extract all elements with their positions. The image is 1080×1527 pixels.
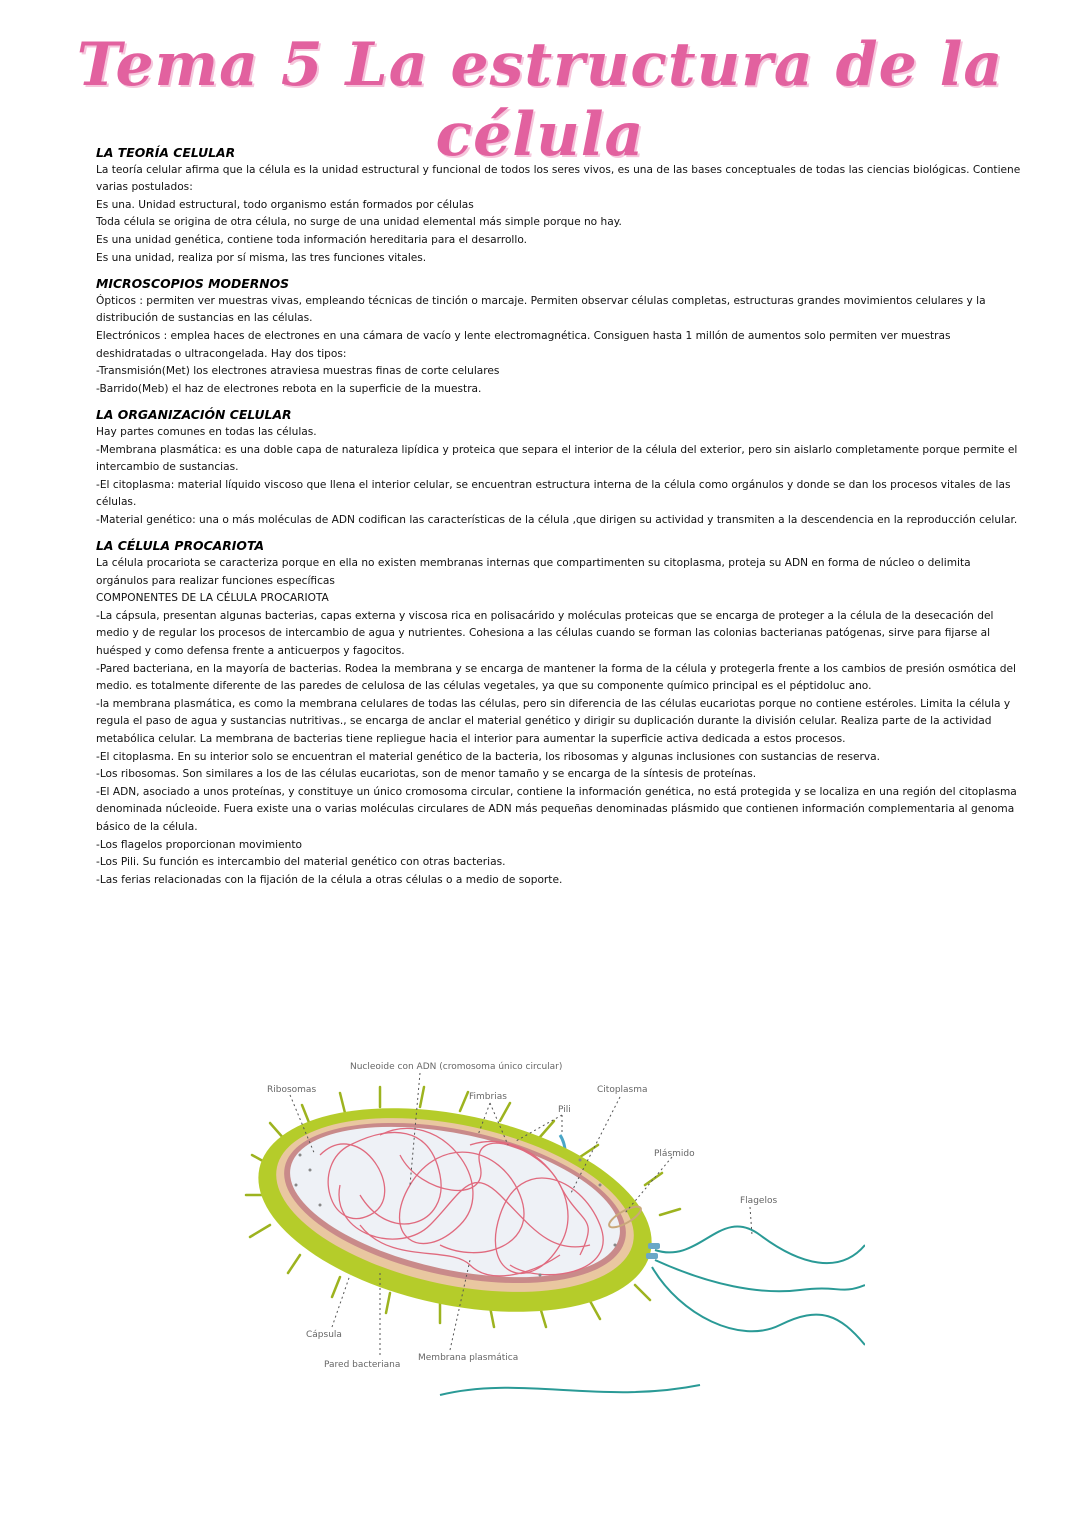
paragraph: La teoría celular afirma que la célula es la unidad estructural y funcional de todos los seres vivos, es una de las bases conceptuales de todas las ciencias biológicas. Contiene varias postulados: — [96, 163, 1021, 194]
paragraph: -Transmisión(Met) los electrones atraviesa muestras finas de corte celulares — [96, 365, 500, 378]
page-title: Tema 5 La estructura de la célula — [76, 30, 1004, 170]
paragraph: -Barrido(Meb) el haz de electrones rebota en la superficie de la muestra. — [96, 382, 482, 395]
paragraph: Es una unidad, realiza por sí misma, las tres funciones vitales. — [96, 251, 427, 264]
section-heading: MICROSCOPIOS MODERNOS — [96, 276, 290, 292]
label-ribosomas: Ribosomas — [267, 1085, 317, 1095]
label-capsula: Cápsula — [306, 1330, 342, 1340]
paragraph: -Material genético: una o más moléculas de ADN codifican las características de la célula ,que dirigen su actividad y transmiten a la descendencia en la reproducción celular. — [96, 513, 1018, 526]
paragraph-ribosomas: -Los ribosomas. Son similares a los de las células eucariotas, son de menor tamaño y se encarga de la síntesis de proteínas. — [96, 768, 757, 781]
section-heading: LA CÉLULA PROCARIOTA — [96, 538, 265, 554]
subheading: COMPONENTES DE LA CÉLULA PROCARIOTA — [96, 592, 329, 605]
paragraph-membrana: -la membrana plasmática, es como la membrana celulares de todas las células, pero sin diferencia de las células eucariotas porque no contiene estéroles. Limita la célula y regula el paso de agua y sustancias nutritivas., se encarga de anclar el material genético y dirigir su duplicación durante la división celular. Realiza parte de la actividad metabólica celular. La membrana de bacterias tiene repliegue hacia el interior para aumentar la superficie activa dedicada a estos procesos. — [96, 697, 1011, 745]
paragraph-pared: -Pared bacteriana, en la mayoría de bacterias. Rodea la membrana y se encarga de mantener la forma de la célula y protegerla frente a los cambios de presión osmótica del medio. es totalmente diferente de las paredes de celulosa de las células vegetales, ya que su componente químico principal es el péptidoluc ano. — [96, 662, 1016, 693]
list-item: -Los flagelos proporcionan movimiento — [96, 838, 302, 851]
label-pared: Pared bacteriana — [324, 1360, 401, 1370]
flagellum — [655, 1260, 865, 1291]
label-fimbrias: Fimbrias — [469, 1092, 507, 1102]
section-microscopios — [96, 275, 1026, 398]
paragraph: Es una unidad genética, contiene toda información hereditaria para el desarrollo. — [96, 233, 527, 246]
paragraph: Hay partes comunes en todas las células. — [96, 425, 317, 438]
flagellum — [652, 1267, 865, 1345]
paragraph: -El citoplasma: material líquido viscoso que llena el interior celular, se encuentran estructura interna de la célula como orgánulos y donde se dan los procesos vitales de las células. — [96, 478, 1011, 509]
list-item: -Las ferias relacionadas con la fijación de la célula a otras células o a medio de soporte. — [96, 873, 563, 886]
section-heading: LA TEORÍA CELULAR — [96, 145, 236, 160]
label-flagelos: Flagelos — [740, 1196, 778, 1206]
paragraph: Electrónicos : emplea haces de electrones en una cámara de vacío y lente electromagnética. Consiguen hasta 1 millón de aumentos solo permiten ver muestras deshidratadas o ultracongelada. Hay dos tipos: — [96, 329, 951, 360]
section-teoria-celular — [96, 144, 1026, 267]
paragraph-capsula: -La cápsula, presentan algunas bacterias, capas externa y viscosa rica en polisacárido y moléculas proteicas que se encarga de proteger a la célula de la desecación del medio y de regular los procesos de intercambio de agua y nutrientes. Cohesiona a las células cuando se forman las colonias bacterianas patógenas, sirve para fijarse al huésped y como defensa frente a anticuerpos y fagocitos. — [96, 609, 994, 658]
paragraph: -Membrana plasmática: es una doble capa de naturaleza lipídica y proteica que separa el interior de la célula del exterior, pero sin aislarlo completamente porque permite el intercambio de sustancias. — [96, 443, 1018, 474]
label-plasmido: Plásmido — [654, 1149, 695, 1159]
document-body — [96, 144, 1026, 889]
section-organizacion — [96, 406, 1026, 529]
label-nucleoide: Nucleoide con ADN (cromosoma único circular) — [350, 1062, 563, 1072]
section-procariota — [96, 537, 1026, 889]
paragraph: La célula procariota se caracteriza porque en ella no existen membranas internas que compartimenten su citoplasma, proteja su ADN en forma de núcleo o delimita orgánulos para realizar funciones específicas — [96, 557, 971, 587]
paragraph-citoplasma: -El citoplasma. En su interior solo se encuentran el material genético de la bacteria, los ribosomas y algunas inclusiones con sustancias de reserva. — [96, 750, 880, 763]
flagellum — [655, 1226, 865, 1263]
flagellum — [440, 1385, 700, 1395]
list-item: -Los Pili. Su función es intercambio del material genético con otras bacterias. — [96, 856, 506, 869]
paragraph: Ópticos : permiten ver muestras vivas, empleando técnicas de tinción o marcaje. Permiten observar células completas, estructuras grandes movimientos celulares y la distribución de sustancias en las células. — [96, 294, 986, 325]
label-membrana: Membrana plasmática — [418, 1353, 519, 1363]
section-heading: LA ORGANIZACIÓN CELULAR — [96, 407, 292, 423]
label-pili: Pili — [558, 1105, 571, 1115]
paragraph: Toda célula se origina de otra célula, no surge de una unidad elemental más simple porque no hay. — [96, 216, 622, 229]
paragraph: Es una. Unidad estructural, todo organismo están formados por células — [96, 198, 474, 211]
paragraph-adn: -El ADN, asociado a unos proteínas, y constituye un único cromosoma circular, contiene la información genética, no está protegida y se localiza en una región del citoplasma denominada núcleoide. Fuera existe una o varias moléculas circulares de ADN más pequeñas denominadas plásmido que contienen información complementaria al genoma básico de la célula. — [96, 785, 1017, 833]
label-citoplasma: Citoplasma — [597, 1085, 648, 1095]
prokaryotic-cell-diagram — [240, 1045, 865, 1405]
